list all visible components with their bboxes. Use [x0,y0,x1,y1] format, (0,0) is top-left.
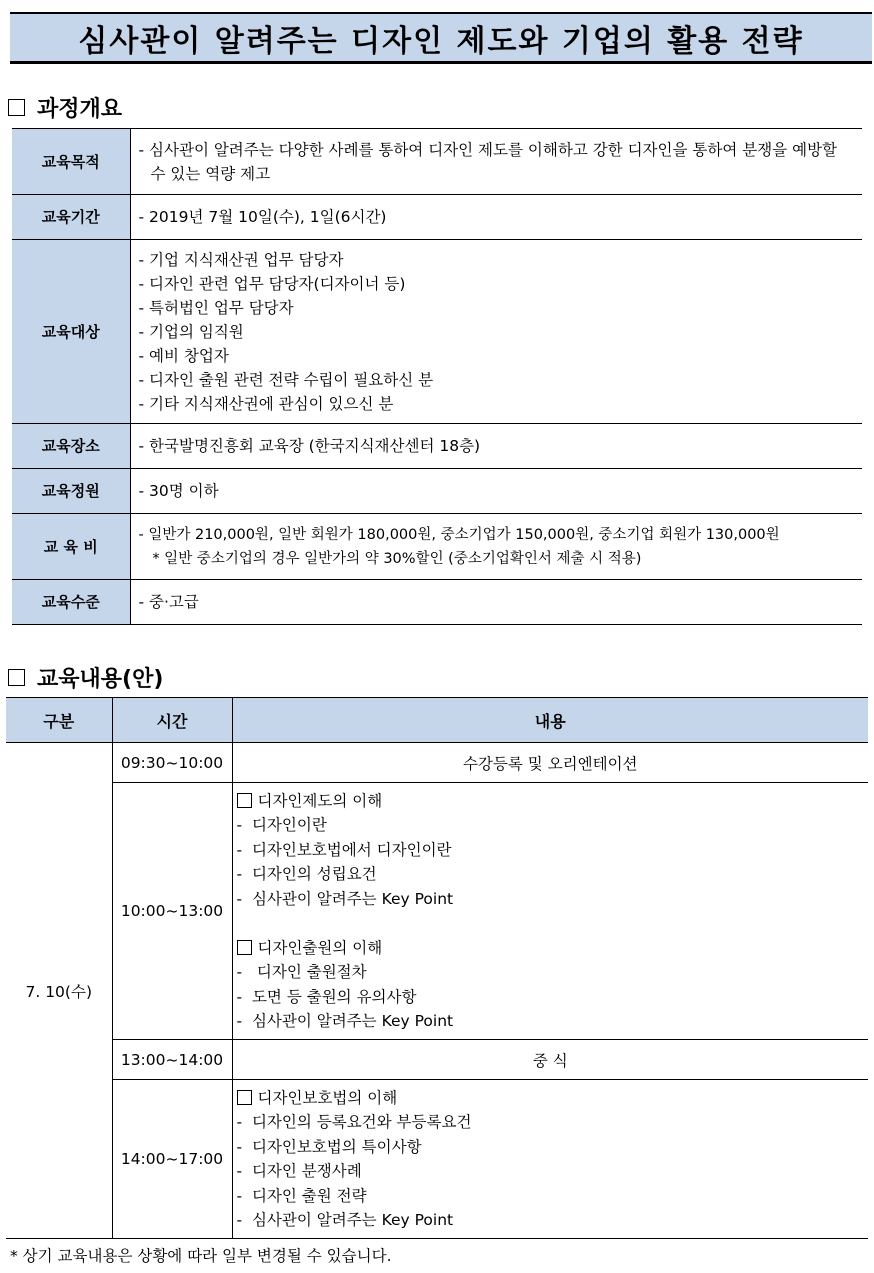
overview-row-period [12,195,862,240]
header-category: 구분 [6,698,112,743]
overview-row-place [12,424,862,469]
overview-row-target [12,240,862,424]
schedule-row [6,1080,868,1239]
period-text: - 2019년 7월 10일(수), 1일(6시간) [138,208,387,226]
overview-table [12,128,862,625]
row-value [130,424,862,469]
place-text: - 한국발명진흥회 교육장 (한국지식재산센터 18층) [138,437,481,455]
target-item: - 특허법인 업무 담당자 [138,298,294,317]
header-time: 시간 [112,698,232,743]
target-item: - 예비 창업자 [138,346,229,365]
content-item: - 디자인 출원 전략 [236,1186,367,1205]
session-content: 중 식 [232,1040,868,1080]
target-item: - 기타 지식재산권에 관심이 있으신 분 [138,394,394,413]
content-item: - 도면 등 출원의 유의사항 [236,987,417,1006]
row-value [130,514,862,580]
fee-text: - 일반가 210,000원, 일반 회원가 180,000원, 중소기업가 150,000원, 중소기업 회원가 130,000원 [138,526,780,543]
row-label: 교육기간 [12,195,130,240]
content-item: - 디자인이란 [236,816,327,834]
schedule-heading-label: 교육내용(안) [37,667,164,692]
row-label: 교육정원 [12,469,130,514]
block-title [237,789,865,814]
row-value [130,469,862,514]
session-time: 10:00~13:00 [112,783,232,1040]
checkbox-square-icon [237,940,252,955]
content-item: - 디자인의 등록요건와 부등록요건 [236,1113,472,1131]
row-value [130,240,862,424]
block-title [237,1086,865,1111]
schedule-heading [8,662,163,693]
fee-note: * 일반 중소기업의 경우 일반가의 약 30%할인 (중소기업확인서 제출 시 적용) [138,550,642,567]
session-content [232,783,868,1040]
content-item: - 디자인보호법의 특이사항 [236,1137,422,1156]
row-label: 교육대상 [12,240,130,424]
checkbox-square-icon [8,669,25,686]
content-item: - 심사관이 알려주는 Key Point [236,889,454,908]
schedule-row [6,1040,868,1080]
row-value [130,580,862,625]
checkbox-square-icon [237,1090,252,1105]
content-item: - 디자인보호법에서 디자인이란 [236,840,452,859]
session-date: 7. 10(수) [6,743,112,1239]
header-content: 내용 [232,698,868,743]
overview-row-purpose [12,129,862,195]
content-item: - 심사관이 알려주는 Key Point [236,1012,454,1030]
row-value [130,195,862,240]
footnote: * 상기 교육내용은 상황에 따라 일부 변경될 수 있습니다. [10,1247,392,1265]
session-time: 13:00~14:00 [112,1040,232,1080]
level-text: - 중·고급 [138,593,199,611]
block-title [237,936,865,961]
page-title: 심사관이 알려주는 디자인 제도와 기업의 활용 전략 [10,12,872,64]
block-title-label: 디자인제도의 이해 [257,791,383,810]
row-label: 교육장소 [12,424,130,469]
target-item: - 기업 지식재산권 업무 담당자 [138,250,344,269]
target-item: - 디자인 관련 업무 담당자(디자이너 등) [138,274,406,293]
row-label: 교육수준 [12,580,130,625]
purpose-text: - 심사관이 알려주는 다양한 사례를 통하여 디자인 제도를 이해하고 강한 디자인을 통하여 분쟁을 예방할 수 있는 역량 제고 [138,140,838,183]
overview-row-capacity [12,469,862,514]
overview-row-level [12,580,862,625]
session-content: 수강등록 및 오리엔테이션 [232,743,868,783]
content-item: - 디자인의 성립요건 [236,865,377,883]
schedule-table [6,697,868,1239]
spacer [237,911,865,936]
capacity-text: - 30명 이하 [138,482,219,500]
content-item: - 디자인 분쟁사례 [236,1162,362,1180]
overview-row-fee [12,514,862,580]
row-label: 교육목적 [12,129,130,195]
block-title-label: 디자인보호법의 이해 [257,1088,398,1107]
row-value [130,129,862,195]
schedule-header-row [6,698,868,743]
overview-heading-label: 과정개요 [37,97,123,122]
session-time: 09:30~10:00 [112,743,232,783]
checkbox-square-icon [237,793,252,808]
content-item: - 디자인 출원절차 [236,963,367,981]
overview-heading [8,92,122,123]
content-item: - 심사관이 알려주는 Key Point [236,1211,454,1229]
schedule-row [6,783,868,1040]
checkbox-square-icon [8,99,25,116]
target-item: - 기업의 임직원 [138,322,244,341]
schedule-row [6,743,868,783]
session-time: 14:00~17:00 [112,1080,232,1239]
target-item: - 디자인 출원 관련 전략 수립이 필요하신 분 [138,370,434,389]
block-title-label: 디자인출원의 이해 [257,938,383,957]
row-label: 교 육 비 [12,514,130,580]
session-content [232,1080,868,1239]
